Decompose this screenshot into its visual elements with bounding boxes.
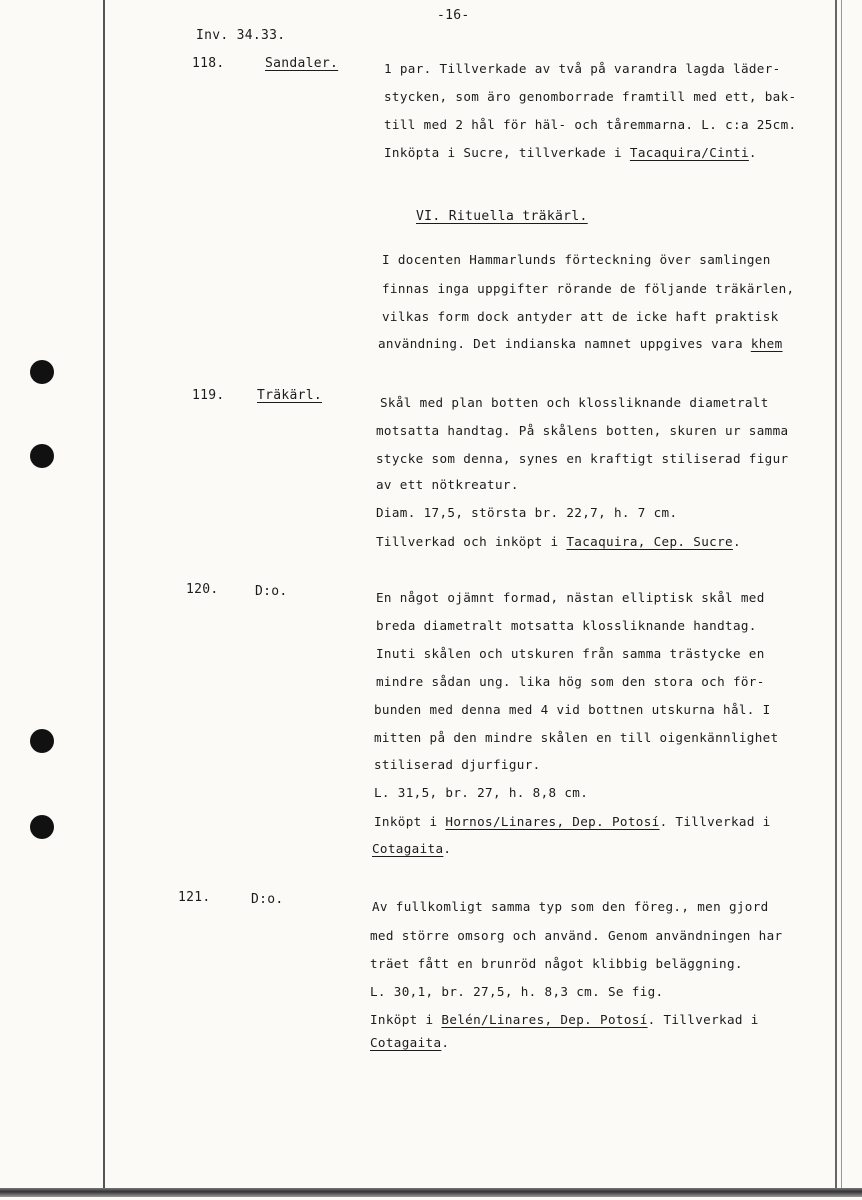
text-line: L. 30,1, br. 27,5, h. 8,3 cm. Se fig. (370, 984, 664, 999)
entry-number: 120. (186, 582, 219, 597)
place-name: Tacaquira/Cinti (629, 145, 749, 160)
purchase-prefix: Inköpta i Sucre, tillverkade i (384, 145, 630, 160)
purchase-line (384, 145, 757, 160)
purchase-prefix: Inköpt i (374, 814, 446, 829)
entry-label: D:o. (251, 892, 284, 907)
text-line: I docenten Hammarlunds förteckning över samlingen (382, 252, 771, 267)
punch-hole-3 (30, 729, 54, 753)
purchase-prefix: Inköpt i (370, 1012, 442, 1027)
place-name: Cotagaita (372, 841, 444, 856)
text-line: breda diametralt motsatta klossliknande handtag. (376, 618, 757, 633)
purchase-suffix: . Tillverkad i (659, 814, 771, 829)
place-name: Cotagaita (370, 1035, 442, 1050)
text-line: vilkas form dock antyder att de icke haft praktisk (382, 309, 779, 324)
right-margin-line-2 (841, 0, 842, 1190)
purchase-line (374, 814, 771, 829)
made-suffix: . (441, 1035, 450, 1050)
punch-hole-1 (30, 360, 54, 384)
purchase-prefix: Tillverkad och inköpt i (376, 534, 567, 549)
page-number: -16- (437, 8, 470, 23)
made-line (372, 841, 451, 856)
entry-number: 118. (192, 56, 225, 71)
text-line: stycke som denna, synes en kraftigt stiliserad figur (376, 451, 789, 466)
text-line (378, 336, 783, 351)
entry-number: 119. (192, 388, 225, 403)
text-line: finnas inga uppgifter rörande de följande träkärlen, (382, 281, 795, 296)
text-line: Diam. 17,5, största br. 22,7, h. 7 cm. (376, 505, 678, 520)
made-suffix: . (443, 841, 452, 856)
text-line: L. 31,5, br. 27, h. 8,8 cm. (374, 785, 589, 800)
text-line: 1 par. Tillverkade av två på varandra lagda läder- (384, 61, 781, 76)
entry-label: D:o. (255, 584, 288, 599)
bottom-edge-line (0, 1188, 862, 1197)
text-line: motsatta handtag. På skålens botten, skuren ur samma (376, 423, 789, 438)
text-line: En något ojämnt formad, nästan elliptisk skål med (376, 590, 765, 605)
purchase-suffix: . (748, 145, 757, 160)
text-line: Skål med plan botten och klossliknande diametralt (380, 395, 769, 410)
purchase-line (370, 1012, 759, 1027)
text-prefix: användning. Det indianska namnet uppgives vara (378, 336, 751, 351)
section-heading: VI. Rituella träkärl. (416, 209, 588, 224)
inventory-number: Inv. 34.33. (196, 28, 286, 43)
text-line: av ett nötkreatur. (376, 477, 519, 492)
entry-label: Träkärl. (257, 388, 323, 403)
text-line: träet fått en brunröd något klibbig beläggning. (370, 956, 743, 971)
place-name: Belén/Linares, Dep. Potosí (441, 1012, 648, 1027)
text-line: stiliserad djurfigur. (374, 757, 541, 772)
left-margin-line (103, 0, 105, 1190)
place-name: Hornos/Linares, Dep. Potosí (445, 814, 660, 829)
punch-hole-4 (30, 815, 54, 839)
text-line: stycken, som äro genomborrade framtill med ett, bak- (384, 89, 797, 104)
purchase-line (376, 534, 741, 549)
text-line: bunden med denna med 4 vid bottnen utskurna hål. I (374, 702, 771, 717)
text-line: med större omsorg och använd. Genom användningen har (370, 928, 783, 943)
right-margin-line (835, 0, 837, 1190)
entry-label: Sandaler. (265, 56, 339, 71)
text-line: mitten på den mindre skålen en till oigenkännlighet (374, 730, 779, 745)
native-term: khem (750, 336, 783, 351)
text-line: till med 2 hål för häl- och tåremmarna. L. c:a 25cm. (384, 117, 797, 132)
punch-hole-2 (30, 444, 54, 468)
text-line: mindre sådan ung. lika hög som den stora och för- (376, 674, 765, 689)
purchase-suffix: . Tillverkad i (647, 1012, 759, 1027)
made-line (370, 1035, 449, 1050)
purchase-suffix: . (732, 534, 741, 549)
text-line: Av fullkomligt samma typ som den föreg., men gjord (372, 899, 769, 914)
place-name: Tacaquira, Cep. Sucre (566, 534, 733, 549)
text-line: Inuti skålen och utskuren från samma trästycke en (376, 646, 765, 661)
entry-number: 121. (178, 890, 211, 905)
